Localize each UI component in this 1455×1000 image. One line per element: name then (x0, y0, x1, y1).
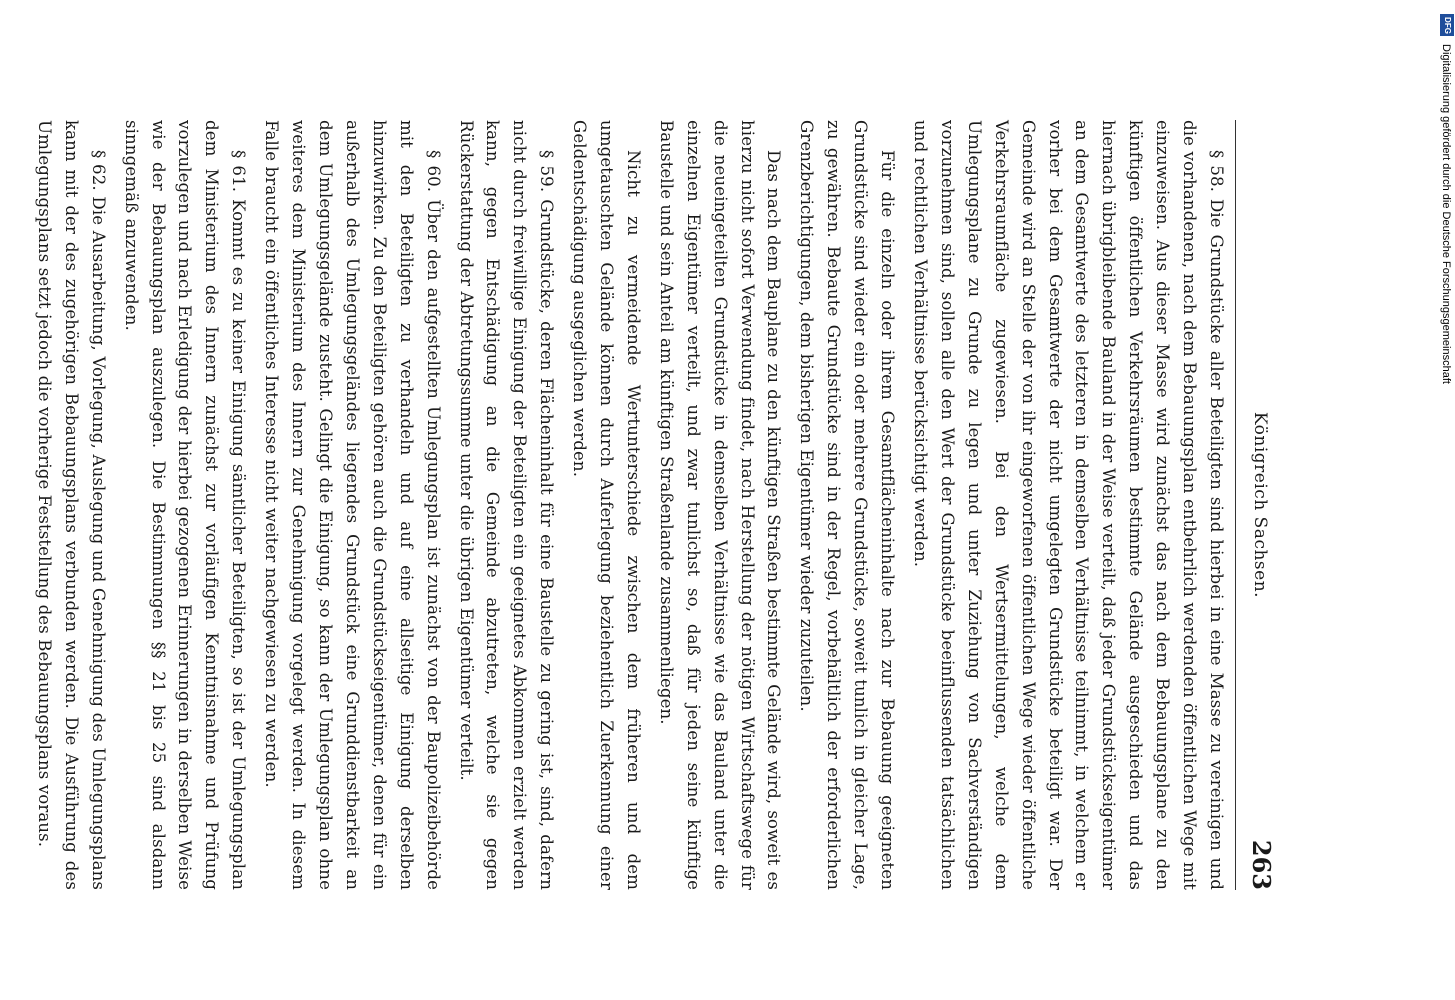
page-number: 263 (1247, 839, 1276, 890)
paragraph-61: § 61. Kommt es zu keiner Einigung sämtlicher Beteiligten, so ist der Umlegungsplan dem Ministerium des Innern zunächst zur vorläufigen Kenntnisnahme und Prüfung vorzulegen und nach Erledigung der hierbei gezogenen Erinnerungen in derselben Weise wie der Bebauungsplan auszulegen. Die Bestimmungen §§ 21 bis 25 sind alsdann sinngemäß anzuwenden. (121, 120, 249, 890)
dfg-logo: DFG (1440, 14, 1454, 36)
paragraph-62: § 62. Die Ausarbeitung, Vorlegung, Auslegung und Genehmigung des Umlegungsplans kann mit der des zugehörigen Bebauungsplans verbunden werden. Die Ausführung des Umlegungsplans setzt jedoch die vorherige Feststellung des Bebauungsplans voraus. (34, 120, 108, 890)
running-head (1235, 120, 1280, 890)
paragraph-59: § 59. Grundstücke, deren Flächeninhalt für eine Baustelle zu gering ist, sind, dafern nicht durch freiwillige Einigung der Beteiligten ein geeignetes Abkommen erzielt werden kann, gegen Entschädigung an die Gemeinde abzutreten, welche sie gegen Rückerstattung der Abtretungssumme unter die übrigen Eigentümer verteilt. (456, 120, 557, 890)
digitization-credit: Digitalisierung gefördert durch die Deutsche Forschungsgemeinschaft (1440, 44, 1452, 384)
paragraph-58-4: Nicht zu vermeidende Wertunterschiede zwischen dem früheren und dem umgetauschten Gelände können durch Auferlegung beziehentlich Zuerkennung einer Geldentschädigung ausgeglichen werden. (570, 120, 643, 890)
rotated-page (34, 120, 1280, 890)
paragraph-58-3: Das nach dem Bauplane zu den künftigen Straßen bestimmte Gelände wird, soweit es hierzu nicht sofort Verwendung findet, nach Herstellung der nötigen Wirtschaftswege für die neueingeteilten Grundstücke in demselben Verhältnisse wie das Bauland unter die einzelnen Eigentümer verteilt, und zwar tunlichst so, daß für jeden seine künftige Baustelle und sein Anteil am künftigen Straßenlande zusammenliegen. (656, 120, 784, 890)
page-content (34, 120, 1280, 890)
paragraph-58-2: Für die einzeln oder ihrem Gesamtflächeninhalte nach zur Bebauung geeigneten Grundstücke sind wieder ein oder mehrere Grundstücke, soweit tunlich in gleicher Lage, zu gewähren. Bebaute Grundstücke sind in der Regel, vorbehältlich der erforderlichen Grenzberichtigungen, dem bisherigen Eigentümer wieder zuzuteilen. (797, 120, 898, 890)
paragraph-60: § 60. Über den aufgestellten Umlegungsplan ist zunächst von der Baupolizeibehörde mit den Beteiligten zu verhandeln und auf eine allseitige Einigung derselben hinzuwirken. Zu den Beteiligten gehören auch die Grundstückseigentümer, denen für ein außerhalb des Umlegungsgeländes liegendes Grundstück eine Grunddienstbarkeit an dem Umlegungsgelände zusteht. Gelingt die Einigung, so kann der Umlegungsplan ohne weiteres dem Ministerium des Innern zur Genehmigung vorgelegt werden. In diesem Falle braucht ein öffentliches Interesse nicht weiter nachgewiesen zu werden. (262, 120, 443, 890)
paragraph-58: § 58. Die Grundstücke aller Beteiligten sind hierbei in eine Masse zu vereinigen und die vorhandenen, nach dem Bebauungsplan entbehrlich werdenden öffentlichen Wege mit einzuweisen. Aus dieser Masse wird zunächst das nach dem Bebauungsplane zu den künftigen öffentlichen Verkehrsräumen bestimmte Gelände ausgeschieden und das hiernach übrigbleibende Bauland in der Weise verteilt, daß jeder Grundstückseigentümer an dem Gesamtwerte des letzteren in demselben Verhältnisse teilnimmt, in welchem er vorher bei dem Gesamtwerte der nicht umgelegten Grundstücke beteiligt war. Der Gemeinde wird an Stelle der von ihr eingeworfenen öffentlichen Wege wieder öffentliche Verkehrsraumfläche zugewiesen. Bei den Wertsermittelungen, welche dem Umlegungsplane zu Grunde zu legen und unter Zuziehung von Sachverständigen vorzunehmen sind, sollen alle den Wert der Grundstücke beeinflussenden tatsächlichen und rechtlichen Verhältnisse berücksichtigt werden. (911, 120, 1226, 890)
running-title: Königreich Sachsen. (1250, 411, 1270, 599)
